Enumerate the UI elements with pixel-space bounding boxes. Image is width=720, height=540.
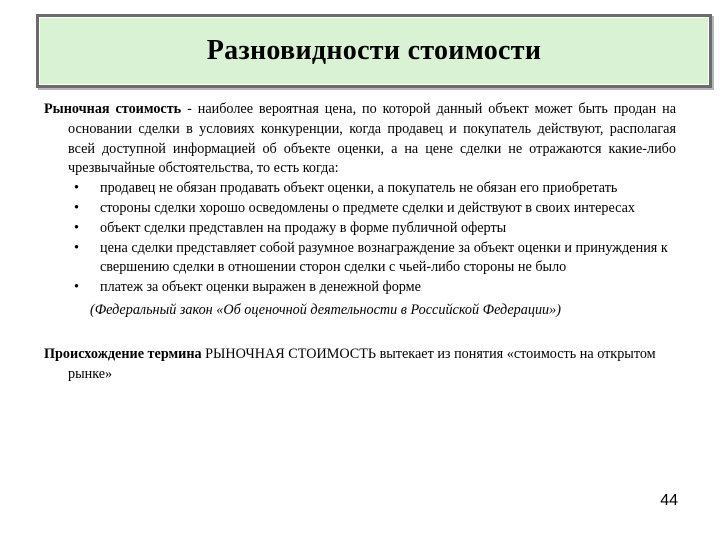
condition-list: [44, 179, 676, 298]
list-item-text: цена сделки представляет собой разумное вознаграждение за объект оценки и принуждения к свершению сделки в отношении сторон сделки с чьей-либо стороны не было: [100, 239, 668, 276]
list-item: [44, 239, 676, 279]
list-item: [44, 219, 676, 239]
origin-paragraph: [44, 345, 676, 385]
bullet-icon: •: [74, 219, 79, 236]
list-item-text: платеж за объект оценки выражен в денежной форме: [100, 279, 421, 296]
list-item: [44, 278, 676, 298]
slide-title: Разновидности стоимости: [206, 35, 542, 66]
list-item-text: объект сделки представлен на продажу в форме публичной оферты: [100, 219, 507, 236]
origin-intro: Происхождение термина: [44, 345, 202, 362]
slide-body: [44, 100, 676, 384]
bullet-icon: •: [74, 239, 79, 256]
origin-text: вытекает из понятия «стоимость на открытом рынке»: [68, 345, 656, 382]
title-box: [36, 14, 712, 88]
list-item: [44, 199, 676, 219]
bullet-icon: •: [74, 180, 79, 197]
definition-paragraph: [44, 100, 676, 179]
definition-term: Рыночная стоимость: [44, 101, 182, 117]
list-item-text: стороны сделки хорошо осведомлены о предмете сделки и действуют в своих интересах: [100, 199, 635, 216]
page-number: 44: [660, 492, 678, 509]
list-item: [44, 179, 676, 199]
definition-text: - наиболее вероятная цена, по которой данный объект может быть продан на основании сделки в условиях конкуренции, когда продавец и покупатель действуют, располагая всей доступной информацией об объекте оценки, а на цене сделки не отражаются какие-либо чрезвычайные обстоятельства, то есть когда:: [68, 101, 676, 177]
bullet-icon: •: [74, 279, 79, 296]
list-item-text: продавец не обязан продавать объект оценки, а покупатель не обязан его приобретать: [100, 180, 618, 197]
law-reference: (Федеральный закон «Об оценочной деятельности в Российской Федерации»): [90, 301, 561, 318]
origin-term: РЫНОЧНАЯ СТОИМОСТЬ: [201, 345, 377, 362]
bullet-icon: •: [74, 199, 79, 216]
